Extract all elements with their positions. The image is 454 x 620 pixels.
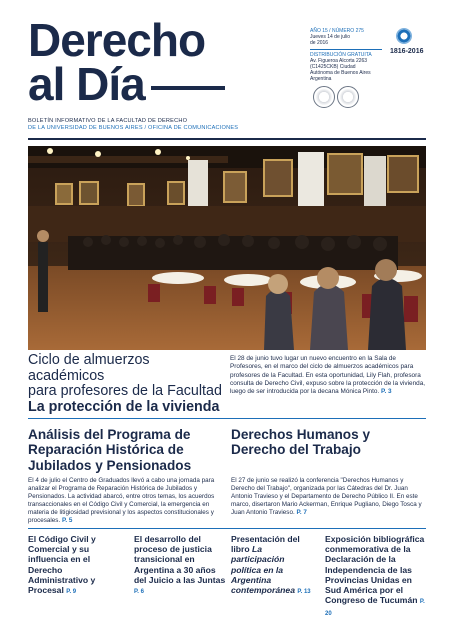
issue-meta: [310, 28, 392, 83]
year-badge: 1816-2016: [390, 48, 424, 55]
feature-photo-illustration: [28, 146, 426, 350]
feature-body: El 28 de junio tuvo lugar un nuevo encuentro en la Sala de Profesores, en el marco del ciclo de almuerzos académicos para profesores de la Facultad. En esta oportunidad, Lily Flah, profesora consulta de Derecho Civil, expuso sobre la protección de la vivienda, luego de ser introducida por la decana Mónica Pinto.: [230, 355, 426, 396]
mini-article-1-page[interactable]: P. 9: [66, 589, 77, 596]
bicentennial-emblem-icon: [396, 28, 412, 44]
mini-article-4-title: Exposición bibliográfica conmemorativa de la Declaración de la Independencia de las Provincias Unidas en Sud América por el Congreso de Tucumán: [325, 534, 425, 606]
lower-rule: [28, 528, 426, 529]
masthead-title-line1: Derecho: [28, 14, 206, 66]
mini-article-2-page[interactable]: P. 6: [134, 589, 144, 596]
mini-article-3-title-plain: Presentación del libro: [231, 534, 300, 555]
mini-article-3[interactable]: [231, 534, 315, 597]
article-2-text: [231, 477, 426, 517]
masthead-title-line2: al Día: [28, 58, 145, 110]
feature-page-link[interactable]: P. 3: [381, 388, 392, 396]
mini-article-4[interactable]: [325, 534, 426, 620]
issue-date-line2: de 2016: [310, 40, 329, 47]
article-1-body: El 4 de julio el Centro de Graduados llevó a cabo una jornada para analizar el Programa de Reparación Histórica de Jubilados y Pensionados. La actividad abarcó, entre otros temas, los acuerdos transaccionales en el Código Civil y Comercial, la emergencia en materia de litigiosidad previsional y los aspectos constitucionales y procesales.: [28, 477, 215, 525]
feature-title-line1: Ciclo de almuerzos académicos: [28, 352, 150, 384]
feature-photo: [28, 146, 426, 350]
article-2-title: Derechos Humanos y Derecho del Trabajo: [231, 427, 371, 458]
article-1-text: [28, 477, 224, 526]
mini-article-2[interactable]: [134, 534, 226, 597]
mini-article-1-title: El Código Civil y Comercial y su influencia en el Derecho Administrativo y Procesal: [28, 534, 96, 596]
article-2-page-link[interactable]: P. 7: [296, 509, 307, 517]
address-line3: Autónoma de Buenos Aires: [310, 70, 371, 77]
issue-date-line1: Jueves 14 de julio: [310, 34, 351, 41]
article-2-body: El 27 de junio se realizó la conferencia "Derechos Humanos y Derecho del Trabajo", organizada por las Cátedras del Dr. Juan Antonio Travieso y el Departamento de Derecho Público II. En este marco, disertaron Mario Ackerman, Enrique Pugliano, Diego Tosca y Juan Antonio Travieso.: [231, 477, 422, 517]
address-line1: Av. Figueroa Alcorta 2263: [310, 57, 368, 64]
faculty-seal-icon: [337, 86, 359, 108]
feature-text: [230, 355, 426, 396]
mini-article-4-page[interactable]: P. 20: [325, 599, 425, 618]
subtitle-line1: BOLETÍN INFORMATIVO DE LA FACULTAD DE DERECHO: [28, 118, 188, 124]
mini-article-3-page[interactable]: P. 13: [297, 589, 311, 596]
article-1-title: Análisis del Programa de Reparación Histórica de Jubilados y Pensionados: [28, 427, 192, 473]
feature-title-line2: para profesores de la Facultad: [28, 383, 222, 399]
masthead-dash: [151, 86, 225, 90]
meta-separator: [310, 49, 382, 50]
masthead-subtitle: [28, 118, 238, 132]
address-line2: (C1425CKB) Ciudad: [310, 64, 356, 71]
mini-article-3-title-italic: La participación política en la Argentina contemporánea: [231, 544, 295, 596]
issue-number: AÑO 15 / NÚMERO 275: [310, 28, 364, 34]
masthead-title: [28, 14, 225, 110]
distribution-label: DISTRIBUCIÓN GRATUITA: [310, 51, 372, 58]
top-rule: [28, 138, 426, 140]
mini-article-1[interactable]: [28, 534, 120, 597]
middle-rule: [28, 418, 426, 419]
subtitle-line2: DE LA UNIVERSIDAD DE BUENOS AIRES / OFICINA DE COMUNICACIONES: [28, 125, 239, 131]
article-1-page-link[interactable]: P. 5: [61, 517, 73, 525]
feature-headline: La protección de la vivienda: [28, 398, 220, 415]
university-seal-icon: [313, 86, 335, 108]
feature-title: [28, 353, 226, 415]
address-line4: Argentina: [310, 76, 332, 83]
mini-article-2-title: El desarrollo del proceso de justicia transicional en Argentina a 30 años del Juicio a las Juntas: [134, 534, 226, 585]
